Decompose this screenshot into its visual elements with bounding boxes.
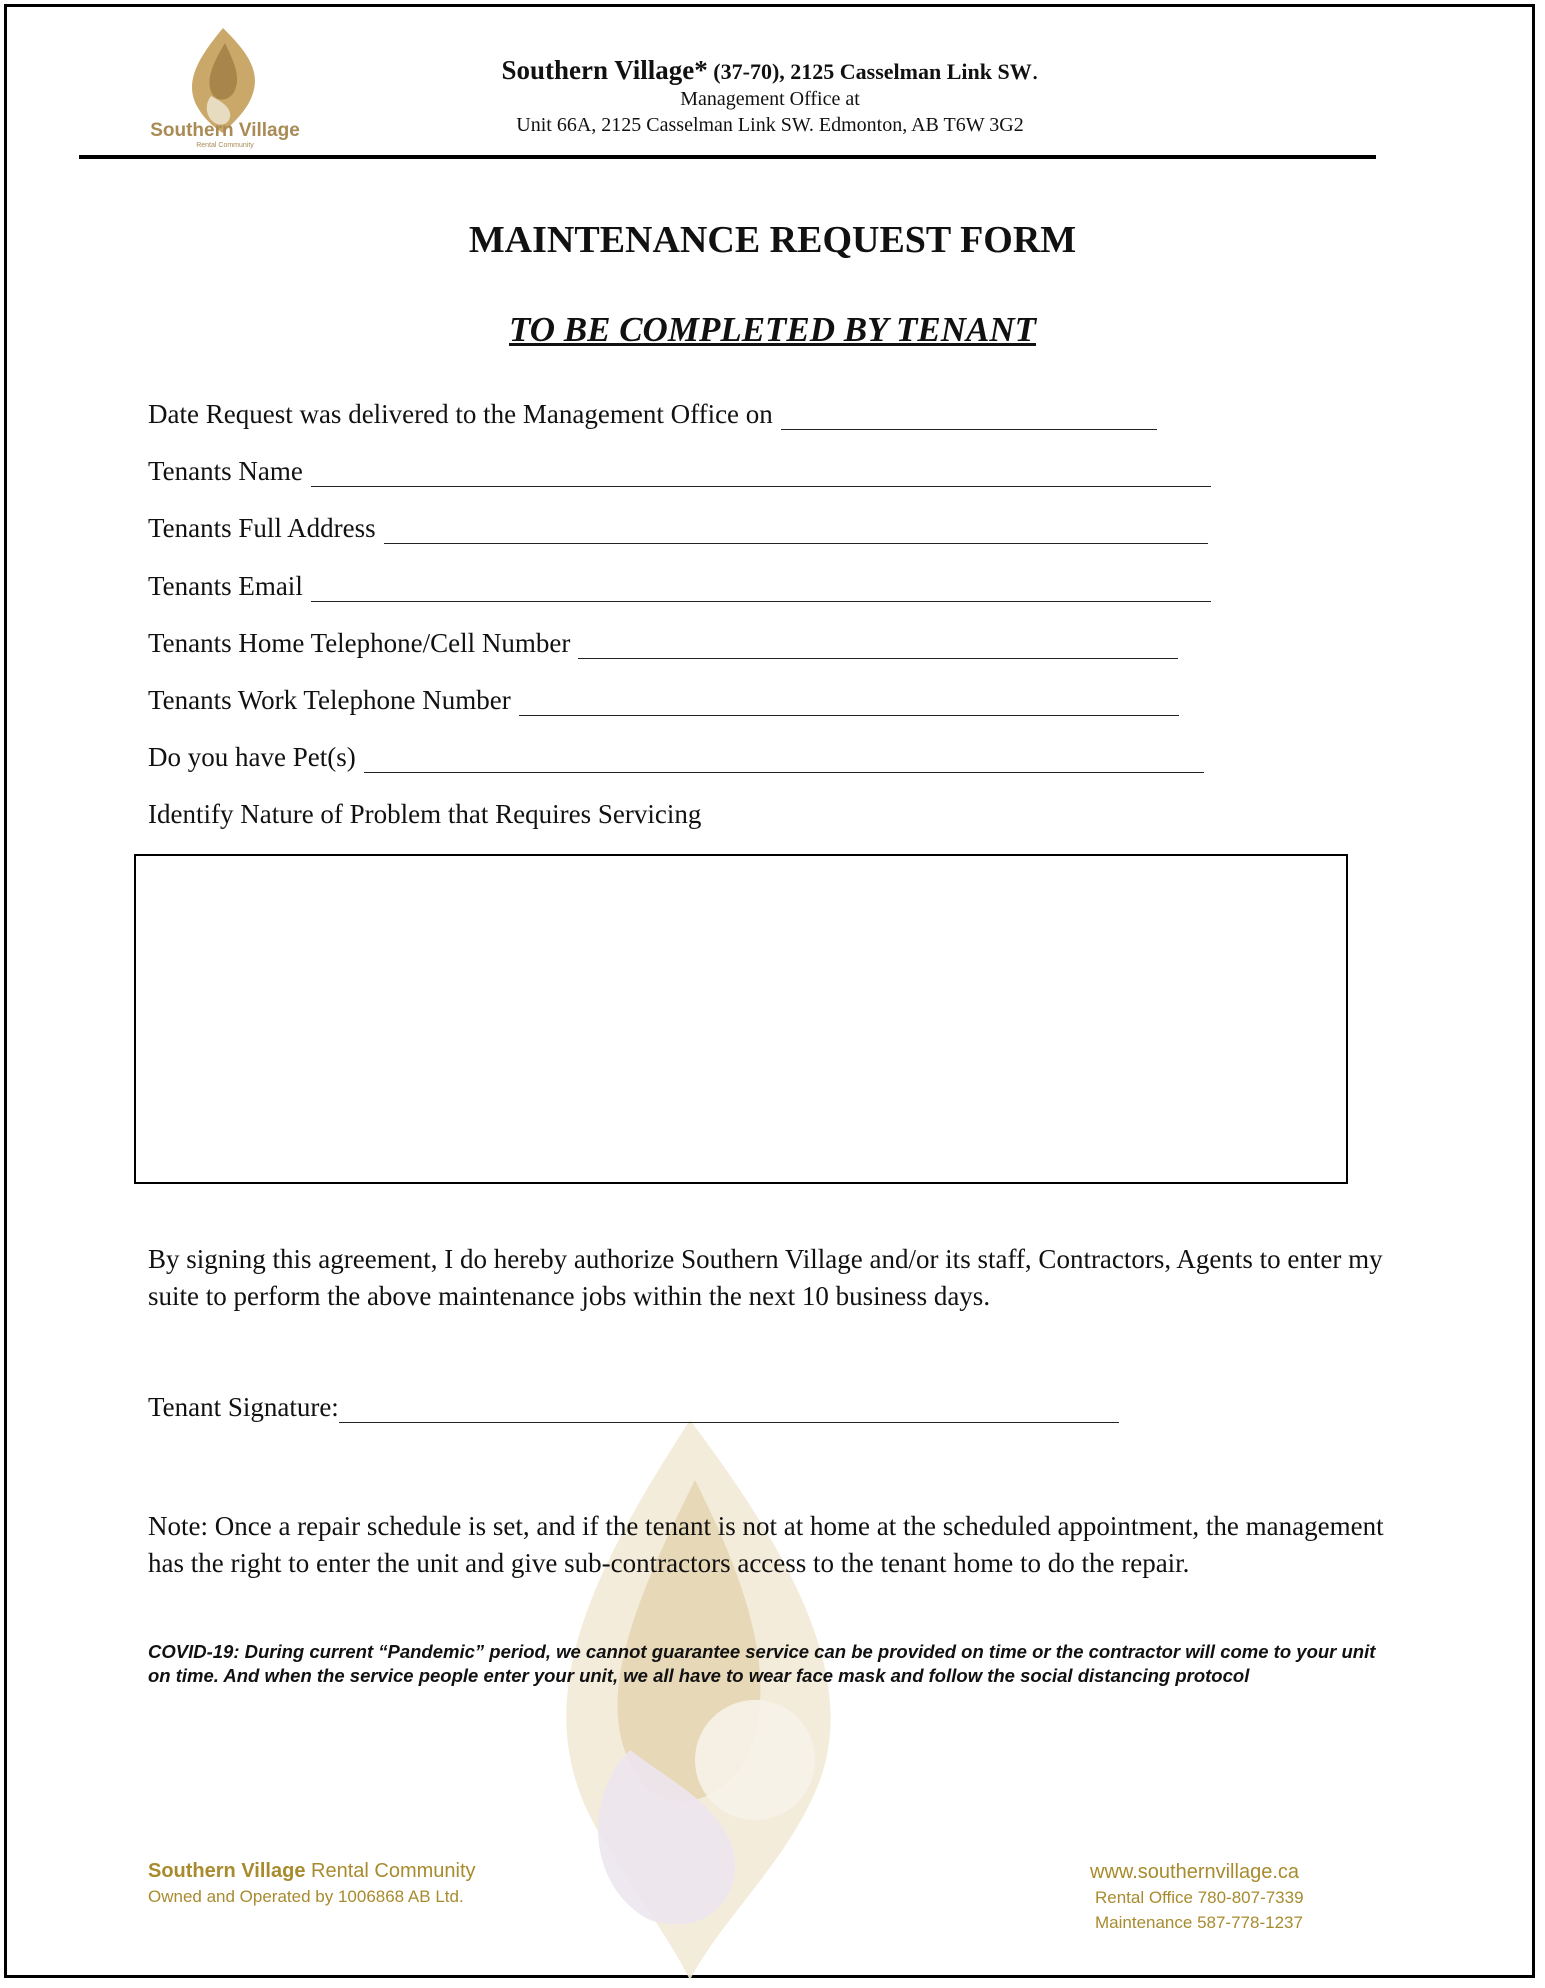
form-subtitle: TO BE COMPLETED BY TENANT xyxy=(509,310,1036,349)
header-line-1 xyxy=(420,55,1120,86)
tenant-address-field xyxy=(148,508,1208,544)
signature-label: Tenant Signature: xyxy=(148,1392,339,1422)
date-delivered-label: Date Request was delivered to the Management Office on xyxy=(148,399,773,429)
header-address-block xyxy=(420,55,1120,138)
home-phone-input[interactable] xyxy=(578,636,1178,659)
signature-field xyxy=(148,1392,1119,1423)
problem-label: Identify Nature of Problem that Requires Servicing xyxy=(148,799,702,829)
header-asterisk: * xyxy=(694,55,708,85)
note-text: Note: Once a repair schedule is set, and if the tenant is not at home at the scheduled appointment, the management has the right to enter the unit and give sub-contractors access to the tenant home to do the repair. xyxy=(148,1511,1384,1578)
covid-notice: COVID-19: During current “Pandemic” period, we cannot guarantee service can be provided on time or the contractor will come to your unit on time. And when the service people enter your unit, we all have to wear face mask and follow the social distancing protocol xyxy=(148,1641,1376,1686)
authorization-text: By signing this agreement, I do hereby authorize Southern Village and/or its staff, Contractors, Agents to enter my suite to perform the above maintenance jobs within the next 10 business days. xyxy=(148,1244,1383,1311)
pets-field xyxy=(148,737,1204,773)
footer-maintenance-phone: Maintenance 587-778-1237 xyxy=(1095,1913,1303,1932)
tenant-name-input[interactable] xyxy=(311,464,1211,487)
flame-logo-icon xyxy=(183,28,263,133)
work-phone-field xyxy=(148,680,1179,716)
header-line-2: Management Office at xyxy=(680,88,860,110)
pets-label: Do you have Pet(s) xyxy=(148,742,356,772)
date-delivered-field xyxy=(148,394,1157,430)
pets-input[interactable] xyxy=(364,750,1204,773)
tenant-name-field xyxy=(148,451,1211,487)
header-address: (37-70), 2125 Casselman Link SW xyxy=(707,59,1032,84)
header-divider xyxy=(79,155,1376,159)
work-phone-label: Tenants Work Telephone Number xyxy=(148,685,511,715)
header-period: . xyxy=(1031,55,1039,85)
home-phone-label: Tenants Home Telephone/Cell Number xyxy=(148,628,571,658)
tenant-address-label: Tenants Full Address xyxy=(148,513,376,543)
problem-description-box[interactable] xyxy=(134,854,1348,1184)
logo-wordmark: Southern Village xyxy=(150,120,300,141)
footer-right xyxy=(1090,1860,1304,1935)
company-logo xyxy=(125,28,325,158)
footer-left xyxy=(148,1860,476,1907)
form-title: MAINTENANCE REQUEST FORM xyxy=(468,219,1077,261)
date-delivered-input[interactable] xyxy=(781,407,1157,430)
header-line-3: Unit 66A, 2125 Casselman Link SW. Edmonton, AB T6W 3G2 xyxy=(516,114,1024,136)
home-phone-field xyxy=(148,623,1178,659)
tenant-email-input[interactable] xyxy=(311,579,1211,602)
work-phone-input[interactable] xyxy=(519,693,1179,716)
footer-website-link[interactable]: www.southernvillage.ca xyxy=(1090,1861,1299,1883)
tenant-email-field xyxy=(148,566,1211,602)
footer-owner: Owned and Operated by 1006868 AB Ltd. xyxy=(148,1887,464,1906)
tenant-email-label: Tenants Email xyxy=(148,571,303,601)
logo-tagline: Rental Community xyxy=(196,142,254,149)
header-company-name: Southern Village xyxy=(501,55,695,85)
footer-brand: Southern Village xyxy=(148,1860,306,1882)
tenant-address-input[interactable] xyxy=(384,521,1208,544)
signature-input[interactable] xyxy=(339,1400,1119,1423)
flame-watermark xyxy=(520,1420,860,1980)
footer-rental-office: Rental Office 780-807-7339 xyxy=(1095,1888,1304,1907)
footer-brand-suffix: Rental Community xyxy=(305,1860,476,1882)
tenant-name-label: Tenants Name xyxy=(148,456,303,486)
